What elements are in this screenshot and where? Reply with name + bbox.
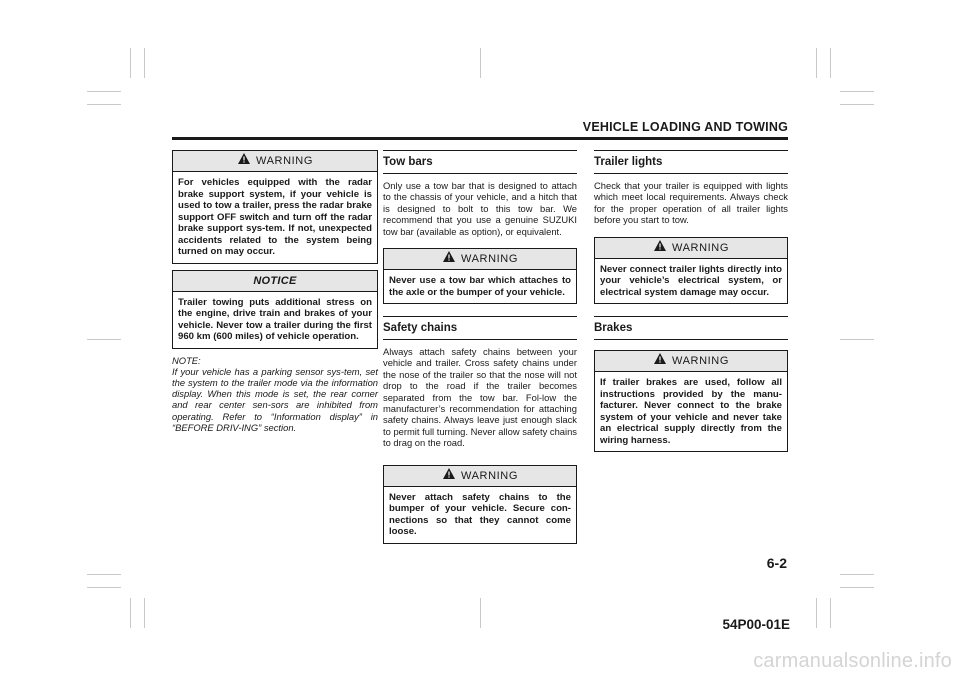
note-text: If your vehicle has a parking sensor sys-tem, set the system to the trailer mode via the information display. When this mode is set, the rear corner and rear center sen-sors are inhibited from operating. Refer to “Information display” in “BEFORE DRIV-ING” section.	[172, 365, 378, 433]
section-title-safety-chains: Safety chains	[383, 316, 577, 340]
warning-triangle-icon	[653, 238, 667, 258]
note-label: NOTE:	[172, 354, 201, 366]
crop-mark	[840, 104, 874, 105]
page-number: 6-2	[766, 555, 787, 571]
warning-box-trailer-lights	[594, 237, 788, 305]
crop-mark	[830, 598, 831, 628]
notice-box	[172, 270, 378, 349]
warning-box-safety-chains	[383, 465, 577, 544]
crop-mark	[130, 48, 131, 78]
safety-chains-paragraph: Always attach safety chains between your vehicle and trailer. Cross safety chains under the nose of the trailer so that the nose will not drop to the road if the trailer becomes separated from the tow bar. Fol-low the manufacturer’s recommendation for attaching safety chains. Always leave just enough slack to permit full turning. Never allow safety chains to drag on the road.	[383, 346, 577, 449]
header-rule	[172, 137, 788, 140]
crop-mark	[480, 598, 481, 628]
crop-mark	[87, 91, 121, 92]
tow-bars-paragraph: Only use a tow bar that is designed to attach to the chassis of your vehicle, and a hitch that is designed to bolt to this tow bar. We recommend that you use a genuine SUZUKI tow bar (available as option), or equivalent.	[383, 180, 577, 237]
section-header-title: VEHICLE LOADING AND TOWING	[582, 120, 788, 134]
document-code: 54P00-01E	[722, 617, 790, 632]
notice-label: NOTICE	[173, 271, 377, 292]
warning-header	[384, 249, 576, 270]
crop-mark	[87, 574, 121, 575]
warning-box-radar-brake	[172, 150, 378, 264]
crop-mark	[87, 587, 121, 588]
trailer-lights-paragraph: Check that your trailer is equipped with lights which meet local requirements. Always check for the proper operation of all trailer lights before you start to tow.	[594, 180, 788, 226]
crop-mark	[840, 91, 874, 92]
watermark: carmanualsonline.info	[753, 650, 952, 672]
warning-label: WARNING	[461, 253, 518, 266]
warning-label: WARNING	[256, 155, 313, 167]
crop-mark	[130, 598, 131, 628]
warning-text: Never use a tow bar which attaches to the axle or the bumper of your vehicle.	[389, 275, 571, 298]
middle-column	[383, 150, 577, 550]
crop-mark	[87, 104, 121, 105]
warning-box-tow-bar	[383, 248, 577, 304]
crop-mark	[840, 574, 874, 575]
warning-text: If trailer brakes are used, follow all instructions provided by the manu-facturer. Never connect to the brake system of your vehicle and never take an electrical supply directly from the wiring harness.	[600, 377, 782, 446]
left-column	[172, 150, 378, 433]
note-block	[172, 355, 378, 433]
warning-header	[384, 466, 576, 487]
warning-triangle-icon	[237, 151, 251, 171]
warning-header	[595, 351, 787, 372]
crop-mark	[480, 48, 481, 78]
warning-header	[595, 238, 787, 259]
warning-triangle-icon	[442, 466, 456, 486]
warning-label: WARNING	[672, 355, 729, 368]
warning-box-brakes	[594, 350, 788, 452]
warning-header	[173, 151, 377, 172]
warning-label: WARNING	[461, 469, 518, 482]
notice-text: Trailer towing puts additional stress on the engine, drive train and brakes of your vehicle. Never tow a trailer during the first 960 km (600 miles) of vehicle operation.	[178, 296, 372, 342]
section-title-trailer-lights: Trailer lights	[594, 150, 788, 174]
warning-text: For vehicles equipped with the radar brake support system, if your vehicle is used to tow a trailer, press the radar brake support OFF switch and turn off the radar brake support sys-tem. If not, unexpected accidents related to the system being turned on may occur.	[178, 177, 372, 257]
warning-text: Never connect trailer lights directly into your vehicle’s electrical system, or electrical system damage may occur.	[600, 263, 782, 298]
crop-mark	[144, 48, 145, 78]
crop-mark	[816, 48, 817, 78]
crop-mark	[840, 339, 874, 340]
crop-mark	[144, 598, 145, 628]
right-column	[594, 150, 788, 458]
warning-triangle-icon	[442, 249, 456, 269]
crop-mark	[87, 339, 121, 340]
warning-text: Never attach safety chains to the bumper of your vehicle. Secure con-nections so that they cannot come loose.	[389, 491, 571, 538]
section-title-brakes: Brakes	[594, 316, 788, 340]
crop-mark	[816, 598, 817, 628]
warning-triangle-icon	[653, 351, 667, 371]
crop-mark	[830, 48, 831, 78]
warning-label: WARNING	[672, 241, 729, 254]
crop-mark	[840, 587, 874, 588]
section-title-tow-bars: Tow bars	[383, 150, 577, 174]
